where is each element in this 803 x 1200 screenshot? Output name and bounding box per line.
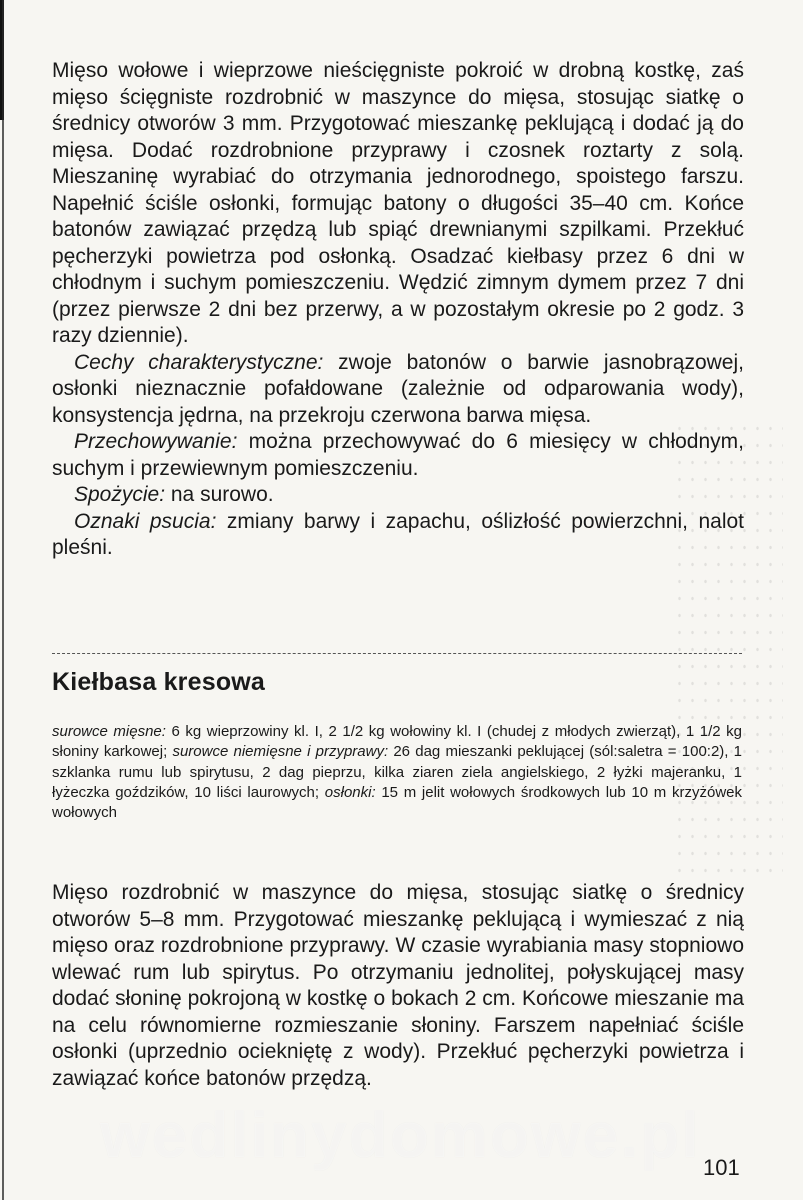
meat-text: 6 kg wieprzowiny kl. I, 2 1/2 kg wołowiny kl. I (chudej z młodych zwierząt), 1 1/2 kg słoniny karkowej;	[52, 723, 742, 761]
consumption-label: Spożycie:	[74, 483, 166, 506]
storage-label: Przechowywanie:	[74, 430, 238, 453]
meat-label: surowce mięsne:	[52, 723, 166, 740]
spoilage-label: Oznaki psucia:	[74, 509, 217, 533]
consumption-text: na surowo.	[165, 483, 274, 506]
nonmeat-label: surowce niemięsne i przyprawy:	[172, 743, 389, 761]
instructions-section	[52, 880, 744, 1092]
features-paragraph	[52, 350, 744, 430]
features-label: Cechy charakterystyczne:	[74, 350, 324, 374]
instructions-paragraph: Mięso rozdrobnić w maszynce do mięsa, stosując siatkę o średnicy otworów 5–8 mm. Przygotować mieszankę peklującą i wymieszać z nią mięso oraz rozdrobnione przyprawy. W czasie wyrabiania masy stopniowo wlewać rum lub spirytus. Po otrzymaniu jednolitej, połyskującej masy dodać słoninę pokrojoną w kostkę o bokach 2 cm. Końcowe mieszanie ma na celu równomierne rozmieszanie słoniny. Farszem napełniać ściśle osłonki (uprzednio ociekniętę z wody). Przekłuć pęcherzyki powietrza i zawiązać końce batonów przędzą.	[52, 881, 744, 1090]
spoilage-text: zmiany barwy i zapachu, oślizłość powierzchni, nalot pleśni.	[52, 509, 744, 559]
storage-paragraph	[52, 429, 744, 482]
consumption-paragraph	[52, 482, 744, 509]
top-section	[52, 58, 744, 562]
method-paragraph: Mięso wołowe i wieprzowe nieścięgniste pokroić w drobną kostkę, zaś mięso ścięgniste rozdrobnić w maszynce do mięsa, stosując siatkę o średnicy otworów 3 mm. Przygotować mieszankę peklującą i dodać ją do mięsa. Dodać rozdrobnione przyprawy i czosnek roztarty z solą. Mieszaninę wyrabiać do otrzymania jednorodnego, spoistego farszu. Napełnić ściśle osłonki, formując batony o długości 35–40 cm. Końce batonów zawiązać przędzą lub spiąć drewnianymi szpilkami. Przekłuć pęcherzyki powietrza pod osłonką. Osadzać kiełbasy przez 6 dni w chłodnym i suchym pomieszczeniu. Wędzić zimnym dymem przez 7 dni (przez pierwsze 2 dni bez przerwy, a w pozostałym okresie po 2 godz. 3 razy dziennie).	[52, 59, 744, 347]
nonmeat-text: 26 dag mieszanki peklującej (sól:saletra = 100:2), 1 szklanka rumu lub spirytusu, 2 dag pieprzu, kilka ziaren ziela angielskiego, 2 łyżki majeranku, 1 łyżeczka goździków, 10 liści laurowych;	[52, 743, 743, 801]
casing-text: 15 m jelit wołowych środkowych lub 10 m krzyżówek wołowych	[52, 783, 743, 822]
binding-edge	[2, 0, 4, 1200]
casing-label: osłonki:	[324, 783, 376, 801]
spoilage-paragraph	[52, 509, 744, 562]
storage-text: można przechowywać do 6 miesięcy w chłodnym, suchym i przewiewnym pomieszczeniu.	[52, 430, 744, 480]
watermark: wedlinydomowe.pl	[100, 1099, 701, 1171]
recipe-title: Kiełbasa kresowa	[52, 668, 266, 696]
page-number: 101	[703, 1155, 740, 1180]
section-divider	[52, 653, 742, 654]
features-text: zwoje batonów o barwie jasnobrązowej, osłonki nieznacznie pofałdowane (zależnie od odparowania wody), konsystencja jędrna, na przekroju czerwona barwa mięsa.	[52, 350, 744, 427]
ingredients-list	[52, 722, 742, 823]
